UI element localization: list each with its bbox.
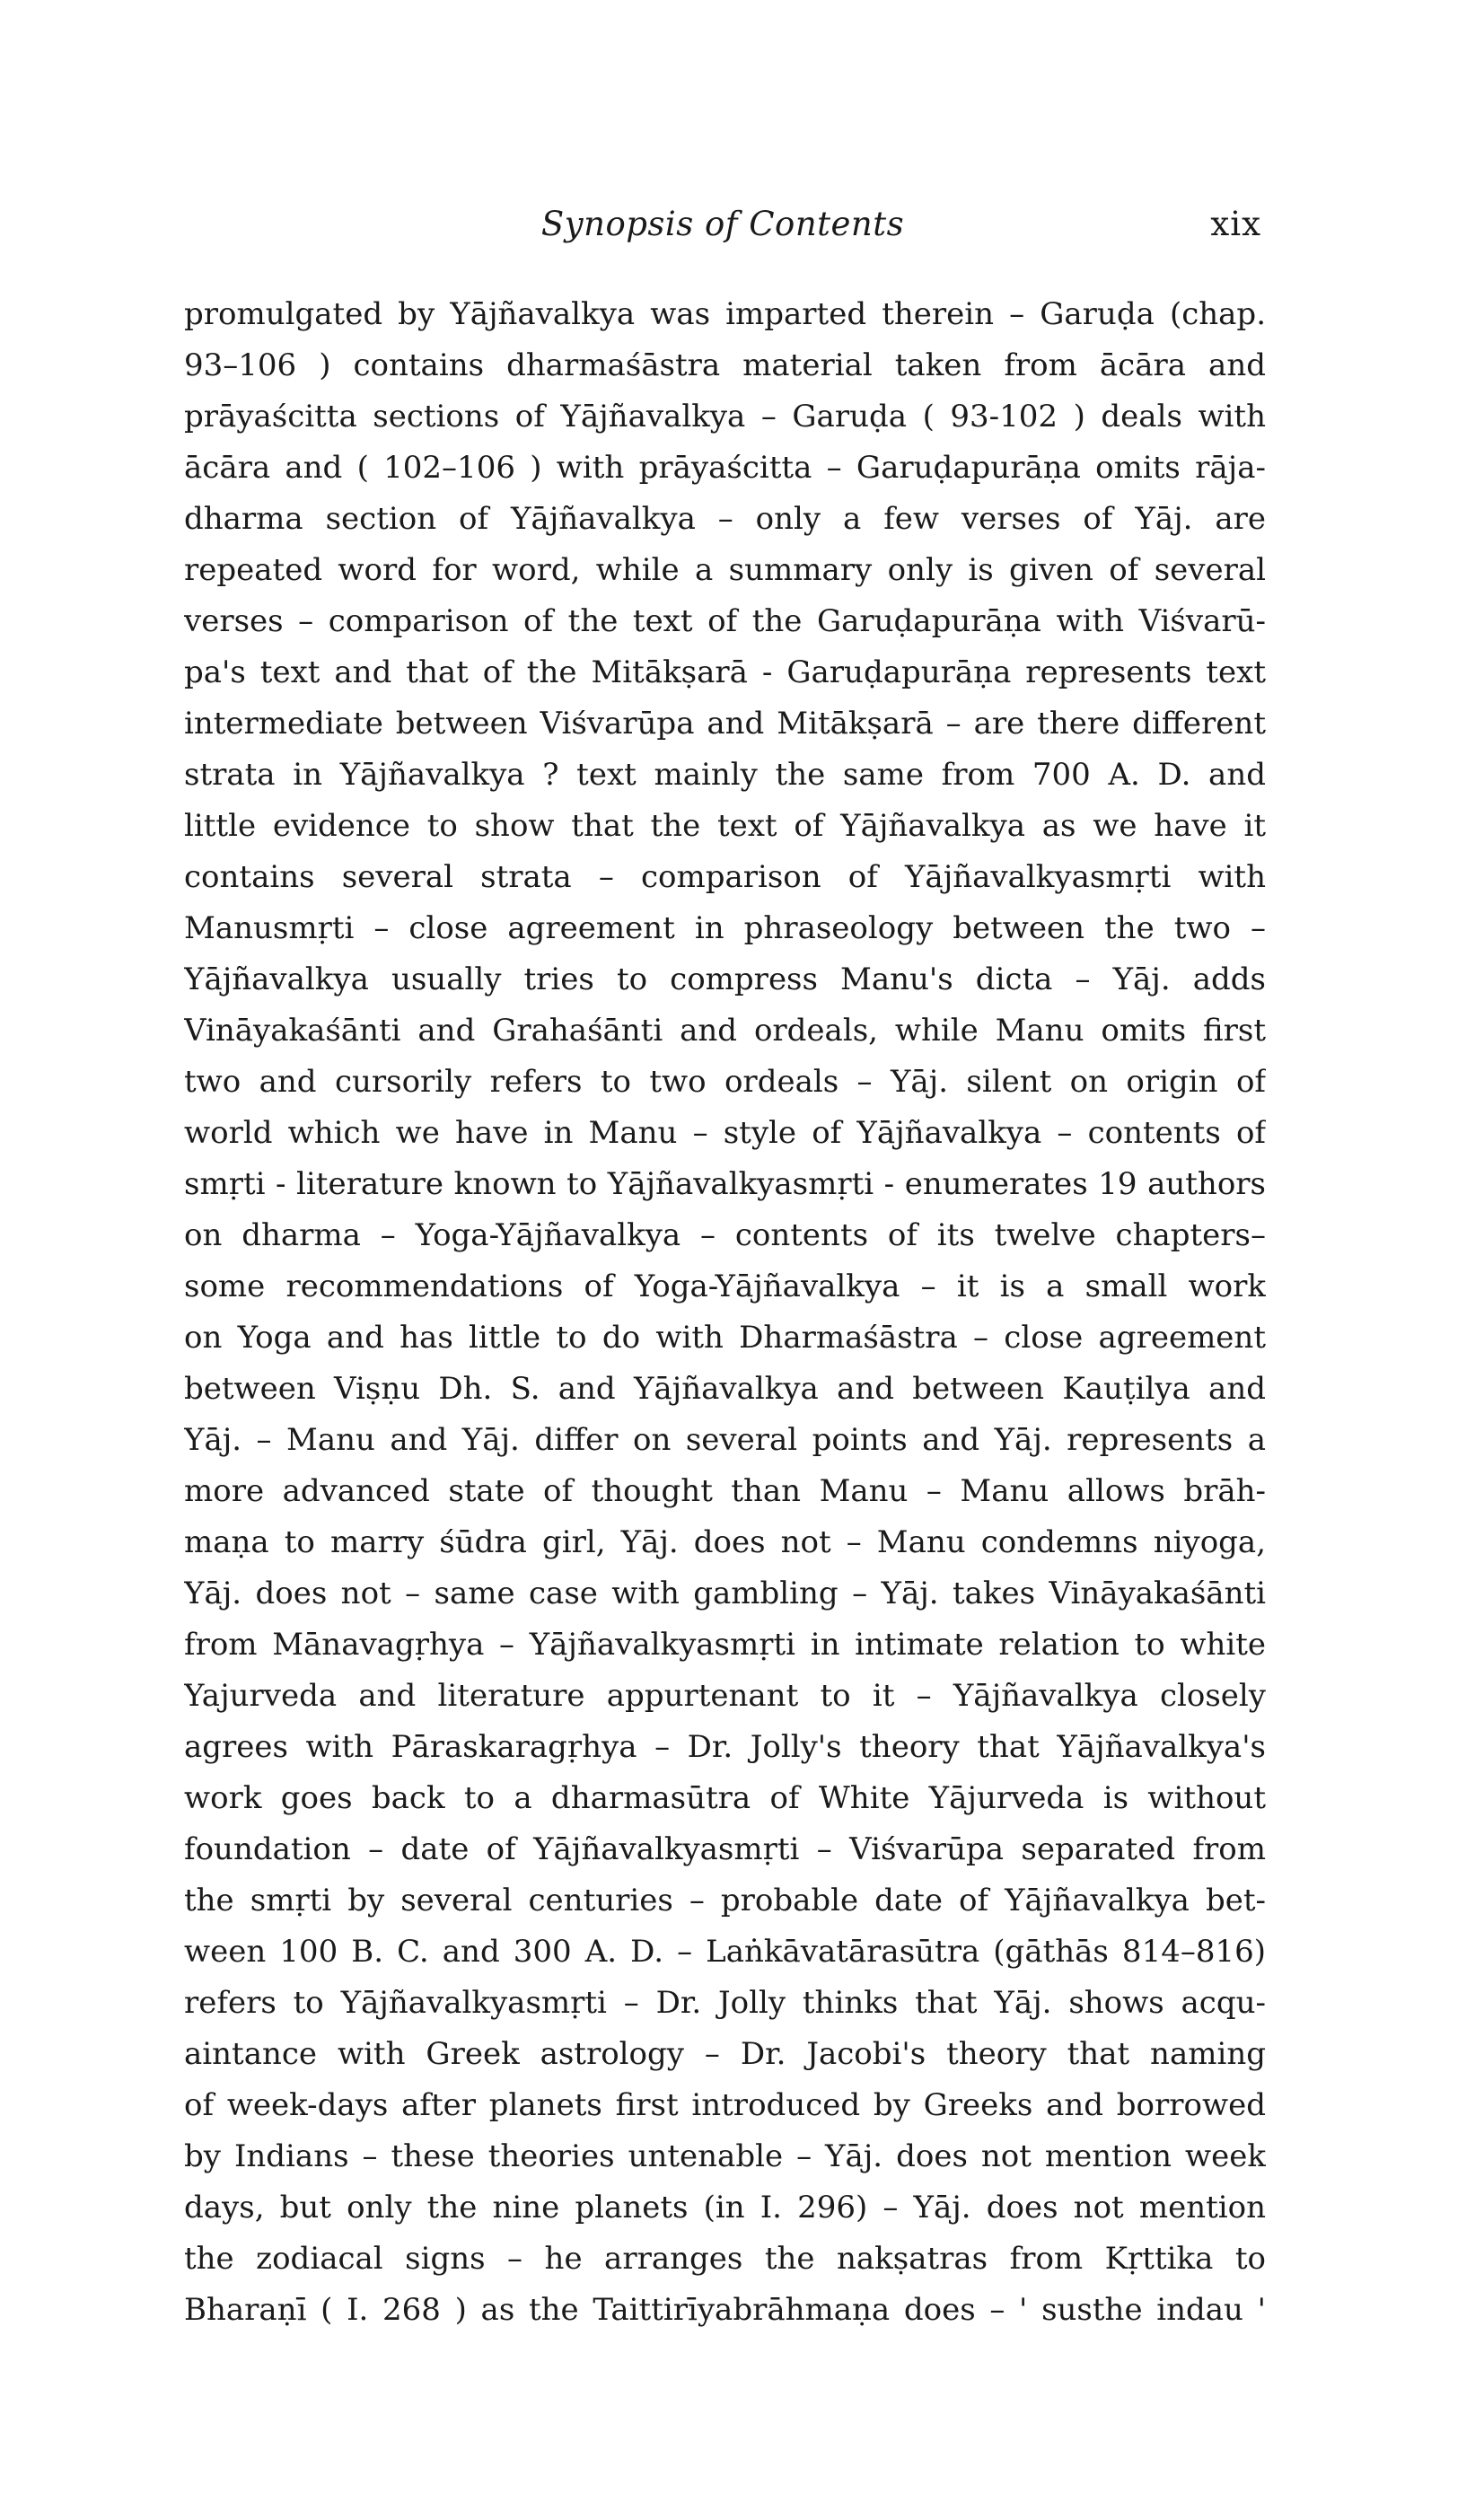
text-line: some recommendations of Yoga-Yājñavalkya – it is a small work: [184, 1269, 1266, 1304]
text-line: days, but only the nine planets (in I. 296) – Yāj. does not mention: [184, 2190, 1266, 2225]
text-line: by Indians – these theories untenable – Yāj. does not mention week: [184, 2138, 1266, 2174]
text-line: foundation – date of Yājñavalkyasmṛti – Viśvarūpa separated from: [184, 1831, 1266, 1867]
text-line: work goes back to a dharmasūtra of White Yājurveda is without: [184, 1780, 1266, 1816]
text-line: promulgated by Yājñavalkya was imparted therein – Garuḍa (chap.: [184, 296, 1266, 332]
text-line: Yāj. does not – same case with gambling – Yāj. takes Vināyakaśānti: [184, 1576, 1266, 1611]
text-line: from Mānavagṛhya – Yājñavalkyasmṛti in intimate relation to white: [184, 1627, 1266, 1663]
synopsis-paragraph: [184, 289, 1266, 2336]
text-line: Bharaṇī ( I. 268 ) as the Taittirīyabrāhmaṇa does – ' susthe indau ': [184, 2292, 1266, 2328]
text-line: dharma section of Yājñavalkya – only a few verses of Yāj. are: [184, 501, 1266, 537]
text-line: more advanced state of thought than Manu – Manu allows brāh-: [184, 1473, 1266, 1509]
text-line: Yājñavalkya usually tries to compress Manu's dicta – Yāj. adds: [184, 961, 1266, 997]
text-line: agrees with Pāraskaragṛhya – Dr. Jolly's theory that Yājñavalkya's: [184, 1729, 1266, 1765]
text-line: contains several strata – comparison of Yājñavalkyasmṛti with: [184, 859, 1266, 895]
text-line: Vināyakaśānti and Grahaśānti and ordeals, while Manu omits first: [184, 1013, 1266, 1049]
text-line: smṛti - literature known to Yājñavalkyasmṛti - enumerates 19 authors: [184, 1166, 1266, 1202]
text-line: Manusmṛti – close agreement in phraseology between the two –: [184, 910, 1266, 946]
text-line: repeated word for word, while a summary only is given of several: [184, 552, 1266, 588]
text-line: on Yoga and has little to do with Dharmaśāstra – close agreement: [184, 1320, 1266, 1356]
text-line: Yāj. – Manu and Yāj. differ on several points and Yāj. represents a: [184, 1422, 1266, 1458]
text-line: the zodiacal signs – he arranges the nakṣatras from Kṛttika to: [184, 2241, 1266, 2277]
text-line: on dharma – Yoga-Yājñavalkya – contents of its twelve chapters–: [184, 1217, 1266, 1253]
text-line: aintance with Greek astrology – Dr. Jacobi's theory that naming: [184, 2036, 1266, 2072]
text-line: refers to Yājñavalkyasmṛti – Dr. Jolly thinks that Yāj. shows acqu-: [184, 1985, 1266, 2021]
running-title: Synopsis of Contents: [540, 205, 905, 243]
page-number: xix: [1210, 205, 1261, 243]
text-line: two and cursorily refers to two ordeals – Yāj. silent on origin of: [184, 1064, 1266, 1100]
running-head: [184, 205, 1261, 250]
text-line: verses – comparison of the text of the Garuḍapurāṇa with Viśvarū-: [184, 603, 1266, 639]
text-line: between Viṣṇu Dh. S. and Yājñavalkya and between Kauṭilya and: [184, 1371, 1266, 1407]
text-line: of week-days after planets first introduced by Greeks and borrowed: [184, 2087, 1266, 2123]
text-line: the smṛti by several centuries – probable date of Yājñavalkya bet-: [184, 1883, 1266, 1918]
text-line: ācāra and ( 102–106 ) with prāyaścitta – Garuḍapurāṇa omits rāja-: [184, 450, 1266, 486]
text-line: 93–106 ) contains dharmaśāstra material taken from ācāra and: [184, 347, 1266, 383]
text-line: Yajurveda and literature appurtenant to it – Yājñavalkya closely: [184, 1678, 1266, 1714]
text-line: intermediate between Viśvarūpa and Mitākṣarā – are there different: [184, 706, 1266, 742]
text-line: maṇa to marry śūdra girl, Yāj. does not – Manu condemns niyoga,: [184, 1524, 1266, 1560]
text-line: world which we have in Manu – style of Yājñavalkya – contents of: [184, 1115, 1266, 1151]
text-line: pa's text and that of the Mitākṣarā - Garuḍapurāṇa represents text: [184, 654, 1266, 690]
text-line: prāyaścitta sections of Yājñavalkya – Garuḍa ( 93-102 ) deals with: [184, 399, 1266, 435]
text-line: little evidence to show that the text of Yājñavalkya as we have it: [184, 808, 1266, 844]
text-line: ween 100 B. C. and 300 A. D. – Laṅkāvatārasūtra (gāthās 814–816): [184, 1934, 1266, 1970]
text-line: strata in Yājñavalkya ? text mainly the same from 700 A. D. and: [184, 757, 1266, 793]
